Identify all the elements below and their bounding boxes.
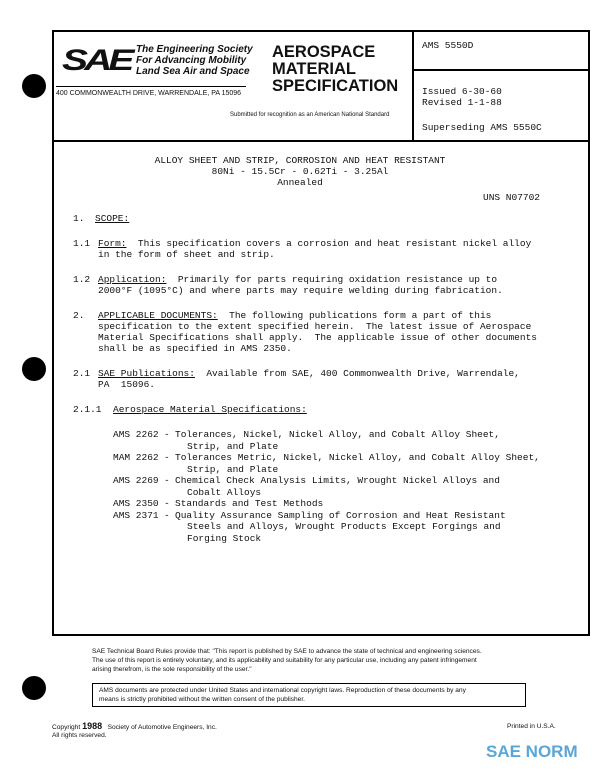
reference-code: AMS 2350	[113, 498, 159, 509]
punch-hole	[22, 357, 46, 381]
paragraph-text: shall be as specified in AMS 2350.	[98, 343, 292, 354]
reference-title: Forging Stock	[187, 532, 262, 544]
issued-date: Issued 6-30-60	[422, 86, 502, 97]
reference-title: Tolerances Metric, Nickel, Nickel Alloy, and Cobalt Alloy Sheet,	[175, 452, 540, 463]
section-heading: Application:	[98, 274, 167, 285]
divider	[412, 69, 588, 71]
tagline-line: Land Sea Air and Space	[136, 66, 250, 77]
section-heading: APPLICABLE DOCUMENTS:	[98, 310, 218, 321]
reference-code: AMS 2262	[113, 429, 159, 440]
reference-title: Quality Assurance Sampling of Corrosion and Heat Resistant	[175, 509, 506, 521]
punch-hole	[22, 74, 46, 98]
section-number: 2.1	[73, 368, 91, 379]
section-paragraph	[98, 310, 491, 321]
section-heading: Form:	[98, 238, 127, 249]
rules-line: arising therefrom, is the sole responsibility of the user."	[92, 666, 252, 673]
section-paragraph	[98, 274, 497, 285]
notice-line: AMS documents are protected under United States and international copyright laws. Reproduction of these documents by any	[99, 687, 466, 694]
dash: -	[164, 498, 170, 509]
paragraph-text: Primarily for parts requiring oxidation resistance up to	[177, 274, 498, 285]
title-line: SPECIFICATION	[272, 77, 399, 95]
section-number: 2.	[73, 310, 85, 321]
paragraph-text: Material Specifications shall apply. The applicable issue of other documents	[98, 332, 537, 343]
rules-line: The use of this report is entirely voluntary, and its applicability and suitability for any particular use, including any patent infringement	[92, 657, 477, 664]
paragraph-text: This specification covers a corrosion and heat resistant nickel alloy	[137, 238, 532, 249]
doc-type-title	[272, 44, 398, 95]
board-rules	[92, 647, 532, 674]
reference-title: Chemical Check Analysis Limits, Wrought Nickel Alloys and	[175, 475, 500, 486]
section-heading: SAE Publications:	[98, 368, 195, 379]
material-title: ALLOY SHEET AND STRIP, CORROSION AND HEAT RESISTANT	[154, 155, 446, 166]
dash: -	[164, 452, 170, 463]
paragraph-text: 2000°F (1095°C) and where parts may require welding during fabrication.	[98, 285, 503, 296]
punch-hole	[22, 676, 46, 700]
doc-number: AMS 5550D	[422, 40, 474, 51]
tagline-line: For Advancing Mobility	[136, 55, 247, 66]
society-tagline	[136, 44, 253, 77]
revised-date: Revised 1-1-88	[422, 97, 502, 108]
sae-norm-watermark: SAE NORM	[486, 742, 578, 761]
reference-title: Tolerances, Nickel, Nickel Alloy, and Cobalt Alloy Sheet,	[175, 429, 500, 440]
paragraph-text: Available from SAE, 400 Commonwealth Drive, Warrendale,	[206, 368, 520, 379]
title-line: MATERIAL	[272, 60, 357, 78]
paragraph-text: specification to the extent specified herein. The latest issue of Aerospace	[98, 321, 532, 332]
rights-reserved: All rights reserved.	[52, 732, 107, 739]
reference-code: AMS 2269	[113, 475, 159, 486]
dash: -	[164, 509, 170, 521]
sae-logo: SAE	[62, 44, 131, 77]
reference-title: Cobalt Alloys	[187, 486, 262, 498]
reference-title: Strip, and Plate	[187, 440, 279, 452]
paragraph-text: in the form of sheet and strip.	[98, 249, 275, 260]
section-number: 1.1	[73, 238, 91, 249]
reference-title: Standards and Test Methods	[175, 498, 324, 509]
section-heading: Aerospace Material Specifications:	[113, 404, 307, 415]
rules-line: SAE Technical Board Rules provide that: "This report is published by SAE to advance the state of technical and engineering sciences.	[92, 648, 482, 655]
submitted-note: Submitted for recognition as an American National Standard	[230, 112, 390, 118]
section-heading: SCOPE:	[95, 213, 130, 224]
reference-code: MAM 2262	[113, 452, 159, 463]
material-composition: 80Ni - 15.5Cr - 0.62Ti - 3.25Al	[211, 166, 389, 177]
paragraph-text: PA 15096.	[98, 379, 156, 390]
section-paragraph	[98, 238, 531, 249]
superseding: Superseding AMS 5550C	[422, 122, 542, 133]
section-number: 2.1.1	[73, 404, 102, 415]
section-number: 1.2	[73, 274, 91, 285]
reference-code: AMS 2371	[113, 509, 159, 521]
dash: -	[164, 475, 170, 486]
copyright-label: Copyright	[52, 724, 81, 731]
uns-number: UNS N07702	[483, 192, 541, 203]
section-number: 1.	[73, 213, 85, 224]
material-condition: Annealed	[277, 177, 323, 188]
reference-title: Strip, and Plate	[187, 463, 279, 475]
paragraph-text: The following publications form a part of this	[229, 310, 492, 321]
dash: -	[164, 429, 170, 440]
section-paragraph	[98, 368, 520, 379]
divider	[54, 140, 588, 142]
tagline-line: The Engineering Society	[136, 44, 253, 55]
copyright-owner: Society of Automotive Engineers, Inc.	[107, 724, 217, 731]
printed-in: Printed in U.S.A.	[507, 723, 556, 730]
notice-line: means is strictly prohibited without the written consent of the publisher.	[99, 696, 305, 703]
address: 400 COMMONWEALTH DRIVE, WARRENDALE, PA 15096	[56, 86, 246, 97]
reference-title: Steels and Alloys, Wrought Products Except Forgings and	[187, 521, 501, 532]
copyright-notice	[92, 683, 526, 707]
copyright-year: 1988	[82, 721, 103, 731]
title-line: AEROSPACE	[272, 43, 376, 61]
divider	[412, 32, 414, 140]
